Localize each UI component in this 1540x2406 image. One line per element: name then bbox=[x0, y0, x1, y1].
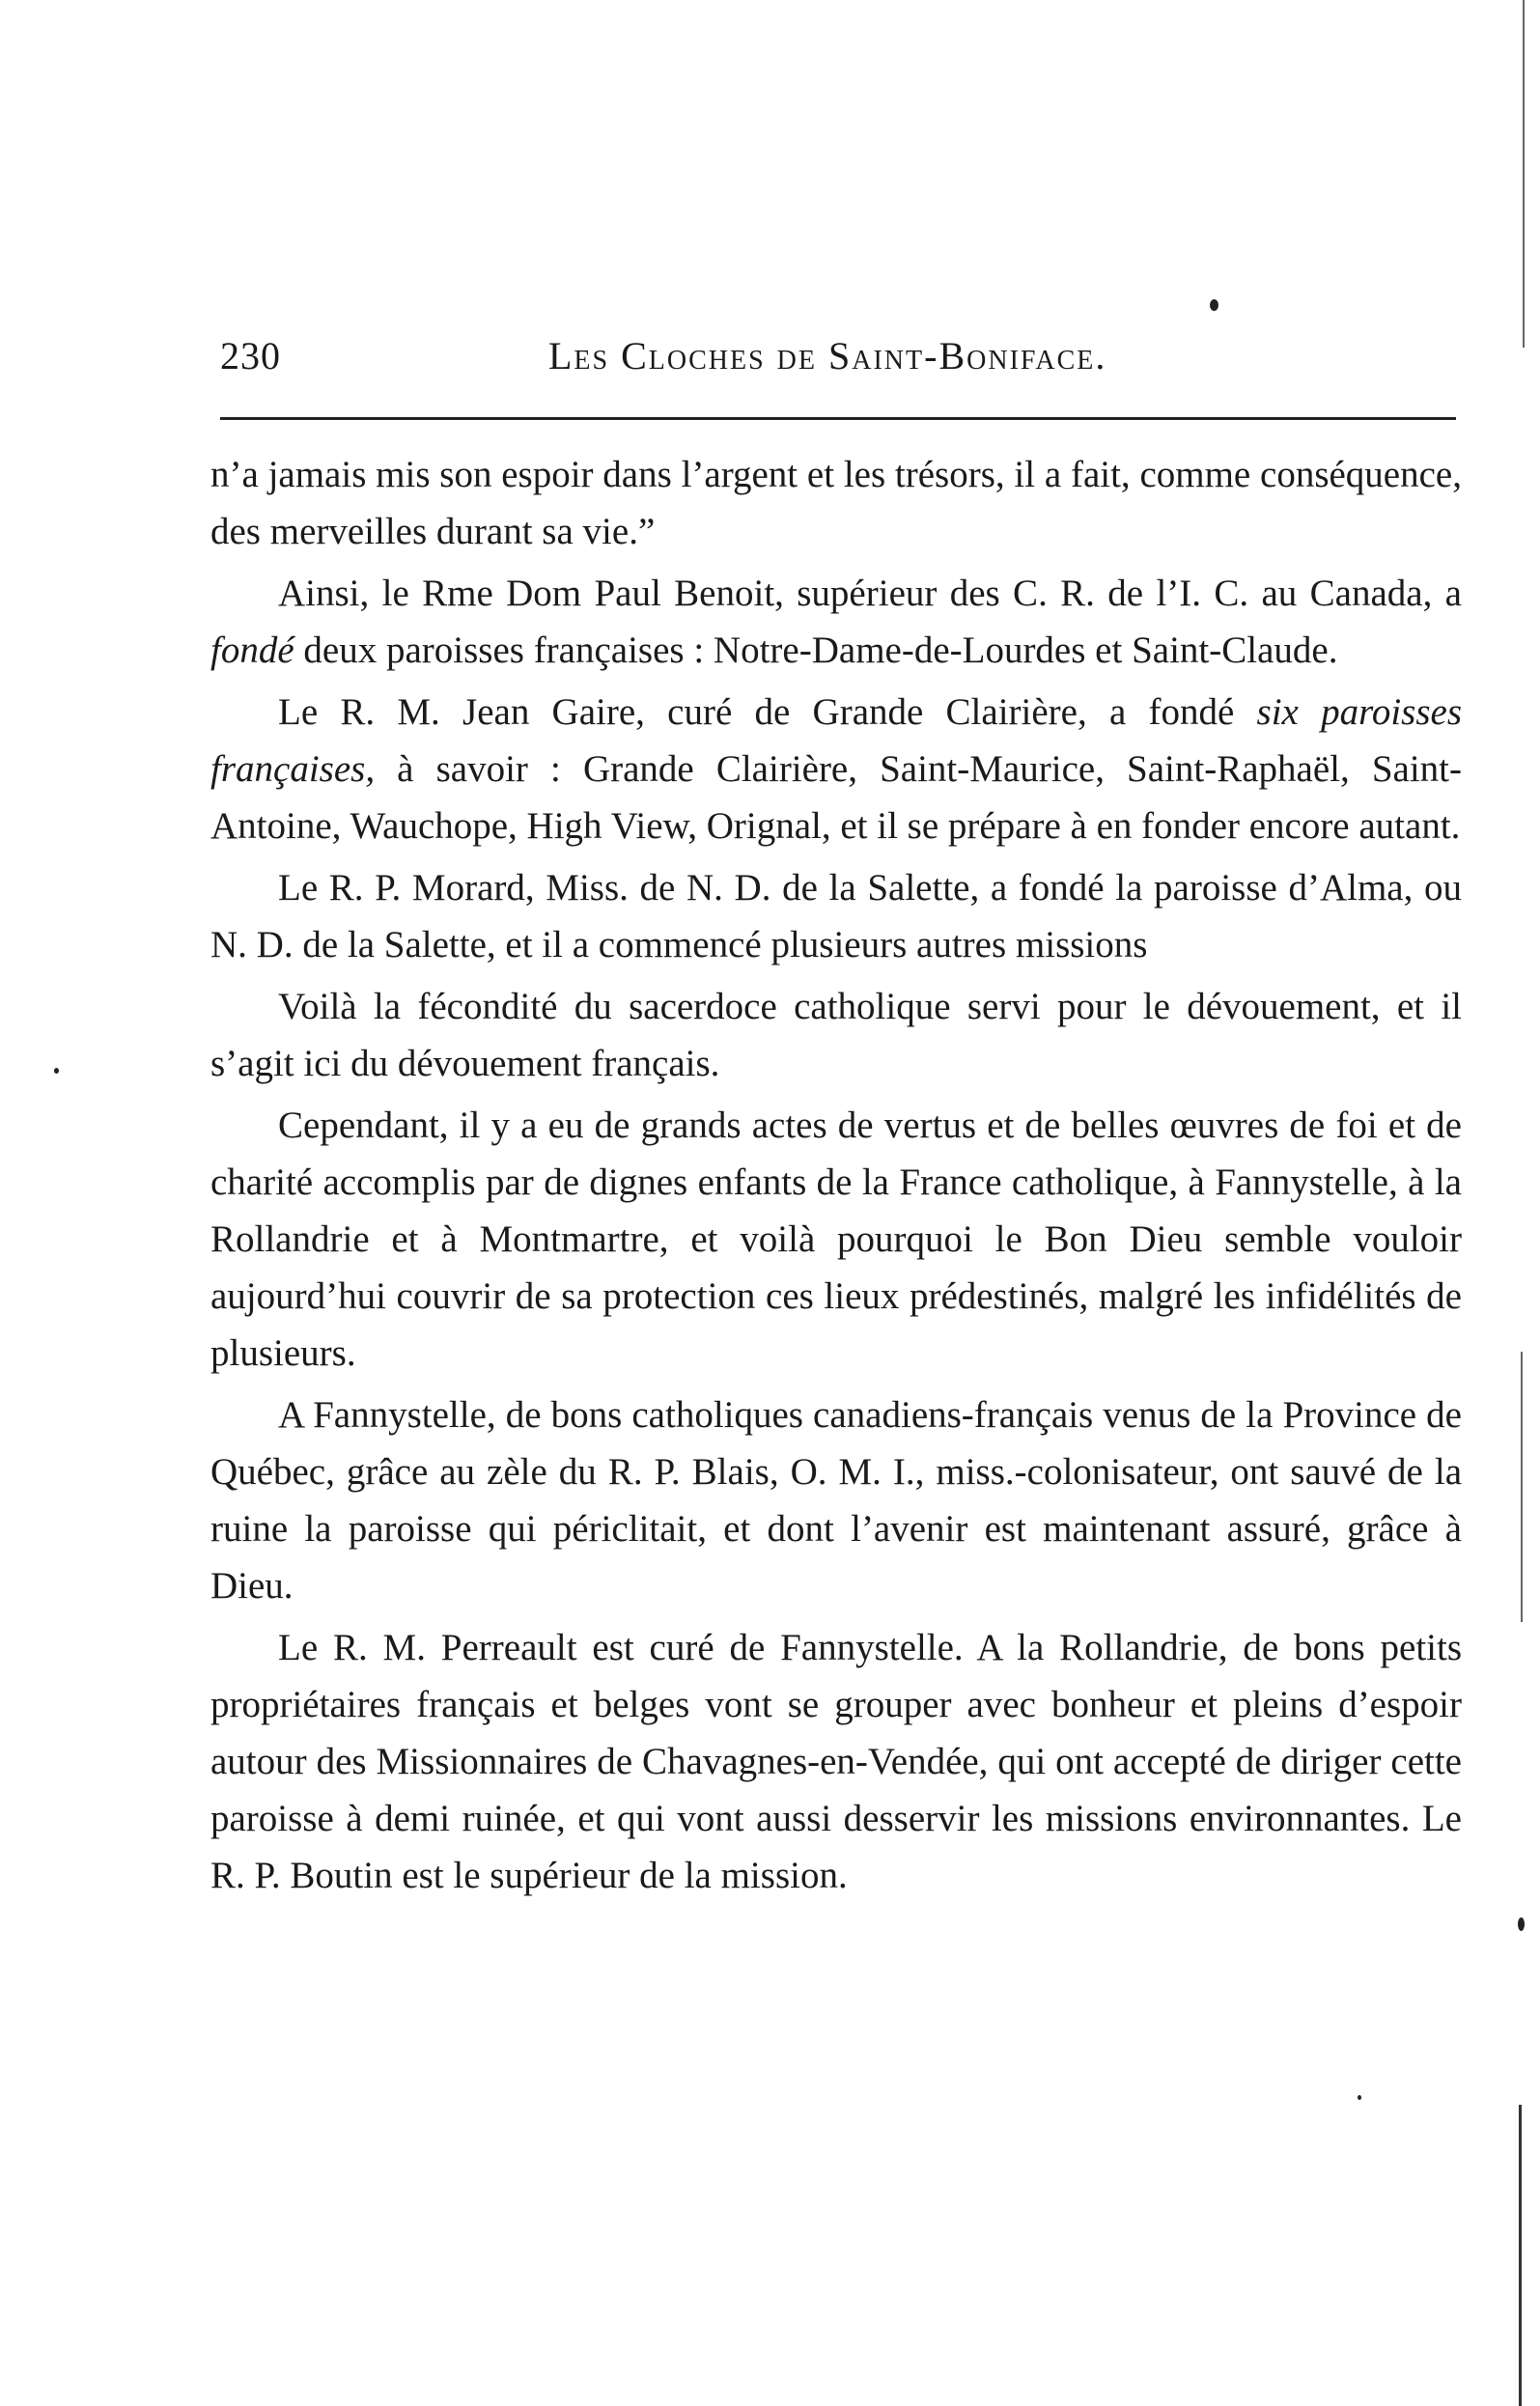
paragraph-2: Ainsi, le Rme Dom Paul Benoit, supérieur des C. R. de l’I. C. au Canada, a fondé deux paroisses françaises : Notre-Dame-de-Lourdes et Saint-Claude. bbox=[210, 573, 1462, 671]
scan-speck-bottom bbox=[1358, 2095, 1361, 2100]
paragraph-4: Le R. P. Morard, Miss. de N. D. de la Salette, a fondé la paroisse d’Alma, ou N. D. de la Salette, et il a commencé plusieurs autres missions bbox=[210, 867, 1462, 965]
scan-edge-line-middle bbox=[1521, 1352, 1523, 1622]
scan-speck-right bbox=[1518, 1917, 1525, 1931]
scan-edge-line-top bbox=[1523, 0, 1525, 348]
paragraph-6: Cependant, il y a eu de grands actes de vertus et de belles œuvres de foi et de charité accomplis par de dignes enfants de la France catholique, à Fannystelle, à la Rollandrie et à Montmartre, et voilà pourquoi le Bon Dieu semble vouloir aujourd’hui couvrir de sa protection ces lieux prédestinés, malgré les infidélités de plusieurs. bbox=[210, 1105, 1462, 1374]
scan-speck-left bbox=[54, 1068, 59, 1074]
paragraph-3: Le R. M. Jean Gaire, curé de Grande Clairière, a fondé six paroisses françaises, à savoir : Grande Clairière, Saint-Maurice, Saint-Raphaël, Saint-Antoine, Wauchope, High View, Orignal, et il se prépare à en fonder encore autant. bbox=[210, 691, 1462, 847]
paragraph-7: A Fannystelle, de bons catholiques canadiens-français venus de la Province de Québec, grâce au zèle du R. P. Blais, O. M. I., miss.-colonisateur, ont sauvé de la ruine la paroisse qui périclitait, et dont l’avenir est maintenant assuré, grâce à Dieu. bbox=[210, 1394, 1462, 1607]
page-number: 230 bbox=[220, 334, 281, 378]
running-title: Les Cloches de Saint-Boniface. bbox=[548, 334, 1107, 378]
scan-speck-top bbox=[1210, 299, 1218, 311]
paragraph-5: Voilà la fécondité du sacerdoce catholique servi pour le dévouement, et il s’agit ici du dévouement français. bbox=[210, 986, 1462, 1084]
body-text bbox=[210, 446, 1462, 1909]
header-rule bbox=[220, 417, 1456, 420]
scan-edge-line-bottom bbox=[1519, 2105, 1522, 2406]
paragraph-1: n’a jamais mis son espoir dans l’argent et les trésors, il a fait, comme conséquence, des merveilles durant sa vie.” bbox=[210, 454, 1462, 552]
paragraph-8: Le R. M. Perreault est curé de Fannystelle. A la Rollandrie, de bons petits propriétaires français et belges vont se grouper avec bonheur et pleins d’espoir autour des Missionnaires de Chavagnes-en-Vendée, qui ont accepté de diriger cette paroisse à demi ruinée, et qui vont aussi desservir les missions environnantes. Le R. P. Boutin est le supérieur de la mission. bbox=[210, 1627, 1462, 1896]
page-header bbox=[220, 333, 1456, 391]
